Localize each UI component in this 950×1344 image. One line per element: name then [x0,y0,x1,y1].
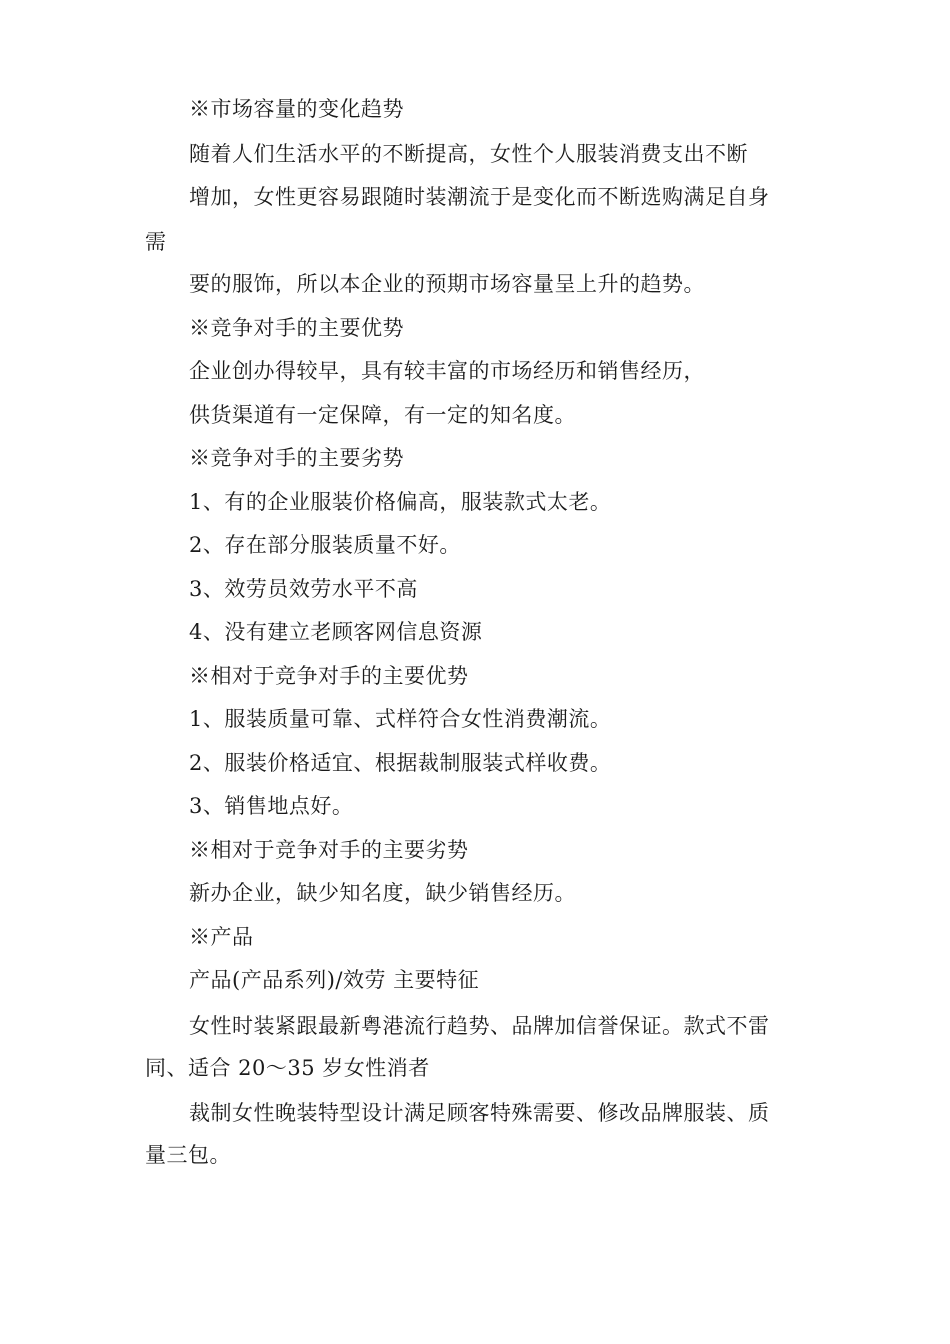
heading-market-capacity: ※市场容量的变化趋势 [189,97,404,121]
paragraph-line: 新办企业，缺少知名度，缺少销售经历。 [189,881,576,905]
paragraph-line: 女性时装紧跟最新粤港流行趋势、品牌加信誉保证。款式不雷 [189,1014,770,1038]
list-item: 1、有的企业服装价格偏高，服装款式太老。 [189,490,612,514]
list-item: 1、服装质量可靠、式样符合女性消费潮流。 [189,707,612,731]
heading-relative-strengths: ※相对于竞争对手的主要优势 [189,664,469,688]
list-item: 2、服装价格适宜、根据裁制服装式样收费。 [189,751,612,775]
paragraph-line: 随着人们生活水平的不断提高，女性个人服装消费支出不断 [189,142,748,166]
list-item: 2、存在部分服装质量不好。 [189,533,461,557]
paragraph-line: 同、适合 20～35 岁女性消者 [145,1056,430,1080]
list-item: 4、没有建立老顾客网信息资源 [189,620,483,644]
paragraph-line: 量三包。 [145,1143,231,1167]
paragraph-line: 供货渠道有一定保障，有一定的知名度。 [189,403,576,427]
paragraph-line: 需 [145,230,167,254]
paragraph-line: 产品(产品系列)/效劳 主要特征 [189,968,480,992]
paragraph-line: 裁制女性晚装特型设计满足顾客特殊需要、修改品牌服装、质 [189,1101,770,1125]
list-item: 3、效劳员效劳水平不高 [189,577,418,601]
paragraph-line: 增加，女性更容易跟随时装潮流于是变化而不断选购满足自身 [189,185,770,209]
paragraph-line: 要的服饰，所以本企业的预期市场容量呈上升的趋势。 [189,272,705,296]
heading-relative-weaknesses: ※相对于竞争对手的主要劣势 [189,838,469,862]
heading-product: ※产品 [189,925,254,949]
heading-competitor-strengths: ※竞争对手的主要优势 [189,316,404,340]
list-item: 3、销售地点好。 [189,794,354,818]
heading-competitor-weaknesses: ※竞争对手的主要劣势 [189,446,404,470]
paragraph-line: 企业创办得较早，具有较丰富的市场经历和销售经历， [189,359,705,383]
